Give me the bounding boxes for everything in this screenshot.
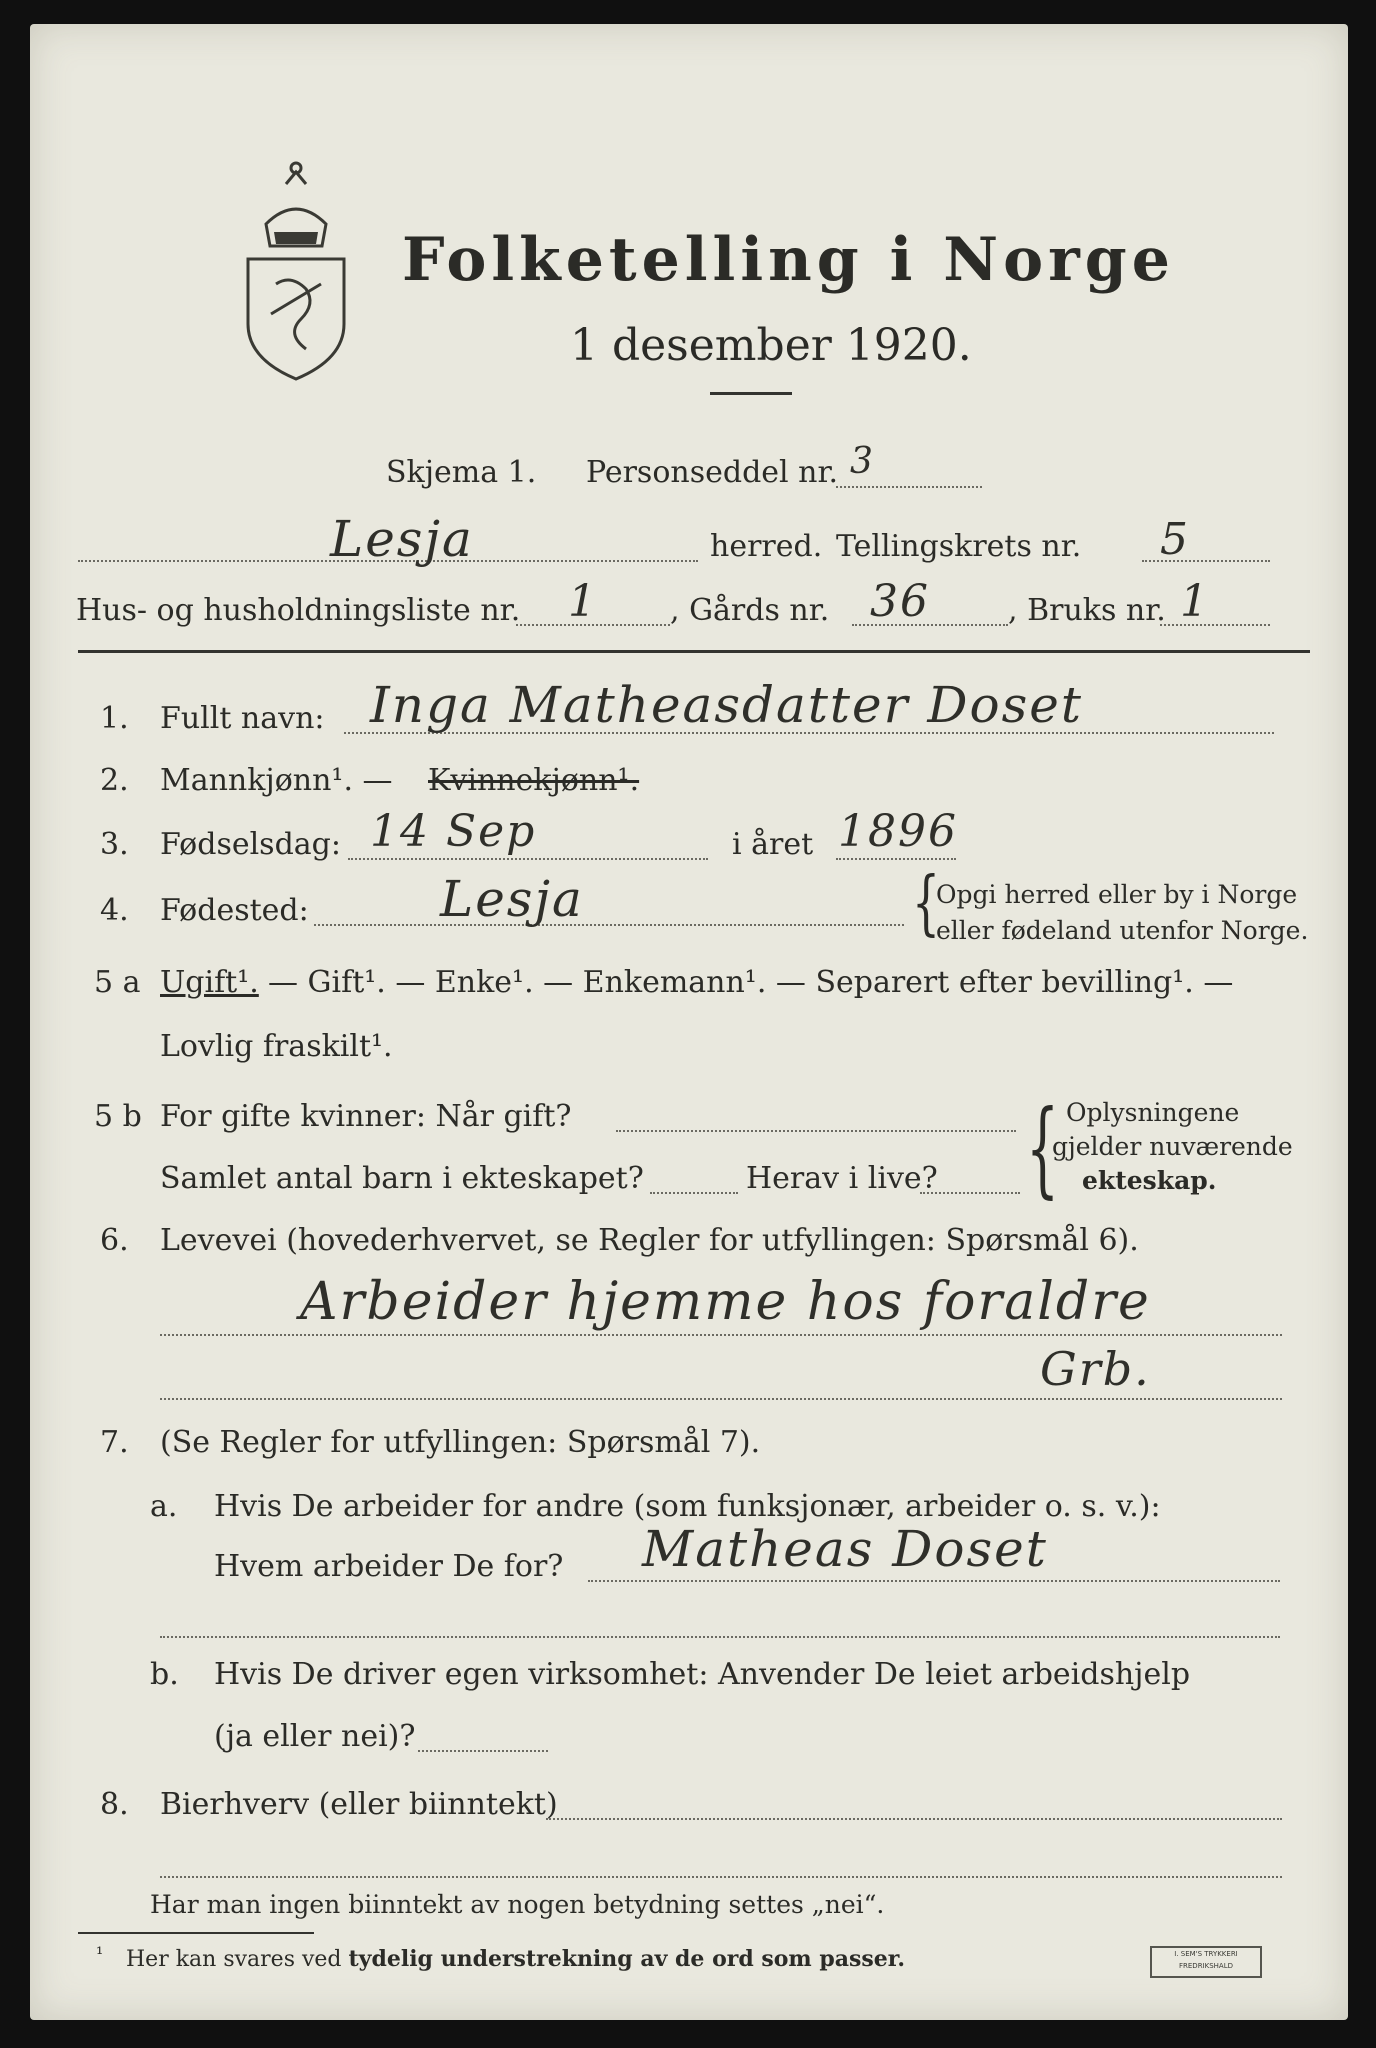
- birthplace-note-2: eller fødeland utenfor Norge.: [936, 916, 1309, 945]
- personseddel-label: Personseddel nr.: [586, 455, 839, 490]
- birthday-line: [348, 858, 708, 860]
- occupation-line-1: [160, 1334, 1282, 1336]
- occupation-value-1[interactable]: Arbeider hjemme hos foraldre: [300, 1272, 1151, 1332]
- form-title: Folketelling i Norge: [402, 225, 1175, 295]
- footnote-mark: ¹: [96, 1944, 104, 1965]
- children-alive-line: [920, 1192, 1020, 1194]
- birth-year-value[interactable]: 1896: [838, 806, 958, 857]
- q7-label: (Se Regler for utfyllingen: Spørsmål 7).: [160, 1425, 761, 1460]
- husliste-label: Hus- og husholdningsliste nr.: [76, 593, 521, 628]
- q8-number: 8.: [100, 1787, 129, 1822]
- birthplace-value[interactable]: Lesja: [440, 870, 584, 928]
- herred-value[interactable]: Lesja: [330, 510, 474, 568]
- employer-label: Hvem arbeider De for?: [214, 1549, 564, 1584]
- bruks-value[interactable]: 1: [1180, 576, 1210, 627]
- full-name-value[interactable]: Inga Matheasdatter Doset: [370, 676, 1083, 734]
- herred-label: herred.: [710, 529, 823, 564]
- coat-of-arms-icon: [236, 154, 356, 384]
- employer-line: [588, 1580, 1280, 1582]
- q5b-brace: {: [1026, 1090, 1060, 1210]
- male-option[interactable]: Mannkjønn¹. —: [160, 763, 393, 798]
- employer-line-2: [160, 1636, 1280, 1638]
- occupation-line-2: [160, 1398, 1282, 1400]
- q1-number: 1.: [100, 701, 129, 736]
- when-married-line: [616, 1130, 1016, 1132]
- q2-number: 2.: [100, 763, 129, 798]
- q7a-letter: a.: [150, 1489, 178, 1524]
- side-income-note: Har man ingen biinntekt av nogen betydning settes „nei“.: [150, 1890, 885, 1919]
- side-income-line: [546, 1818, 1282, 1820]
- personseddel-line: [836, 486, 982, 488]
- fraskilt-option[interactable]: Lovlig fraskilt¹.: [160, 1029, 393, 1064]
- q5b-note-3: ekteskap.: [1082, 1166, 1217, 1195]
- q7b-letter: b.: [150, 1657, 179, 1692]
- side-income-line-2: [160, 1876, 1282, 1878]
- q4-label: Fødested:: [160, 893, 309, 928]
- header-divider: [78, 650, 1310, 653]
- printer-stamp: I. SEM'S TRYKKERI FREDRIKSHALD: [1150, 1946, 1262, 1978]
- skjema-label: Skjema 1.: [386, 455, 537, 490]
- ugift-option[interactable]: Ugift¹.: [160, 965, 259, 1000]
- children-alive-label: Herav i live?: [746, 1161, 938, 1196]
- marital-status-options[interactable]: — Gift¹. — Enke¹. — Enkemann¹. — Separert efter bevilling¹. —: [268, 965, 1234, 1000]
- bruks-line: [1160, 624, 1270, 626]
- title-divider: [710, 392, 792, 395]
- children-total-line: [650, 1192, 738, 1194]
- q5b-number: 5 b: [94, 1099, 142, 1134]
- personseddel-value[interactable]: 3: [850, 441, 875, 482]
- birthplace-line: [314, 924, 904, 926]
- hired-help-label: (ja eller nei)?: [214, 1719, 416, 1754]
- year-label: i året: [732, 827, 814, 862]
- census-form-page: [30, 24, 1348, 2020]
- female-option[interactable]: Kvinnekjønn¹.: [428, 763, 640, 798]
- gards-value[interactable]: 36: [870, 576, 930, 627]
- q5b-when-married-label: For gifte kvinner: Når gift?: [160, 1099, 572, 1134]
- bruks-label: , Bruks nr.: [1008, 593, 1166, 628]
- birthday-value[interactable]: 14 Sep: [370, 806, 537, 857]
- q8-label: Bierhverv (eller biinntekt): [160, 1787, 558, 1822]
- q7a-question: Hvis De arbeider for andre (som funksjonær, arbeider o. s. v.):: [214, 1489, 1161, 1524]
- q3-number: 3.: [100, 827, 129, 862]
- q4-number: 4.: [100, 893, 129, 928]
- employer-value[interactable]: Matheas Doset: [642, 1520, 1048, 1578]
- children-total-label: Samlet antal barn i ekteskapet?: [160, 1161, 644, 1196]
- hired-help-line: [418, 1750, 548, 1752]
- footnote-divider: [78, 1932, 314, 1934]
- q5a-number: 5 a: [94, 965, 141, 1000]
- q7-number: 7.: [100, 1425, 129, 1460]
- q4-brace: {: [912, 862, 940, 944]
- footnote-text: Her kan svares ved tydelig understrekning av de ord som passer.: [126, 1946, 906, 1972]
- husliste-value[interactable]: 1: [568, 576, 598, 627]
- tellingskrets-value[interactable]: 5: [1160, 514, 1190, 565]
- q7b-question: Hvis De driver egen virksomhet: Anvender De leiet arbeidshjelp: [214, 1657, 1191, 1692]
- q5b-note-1: Oplysningene: [1066, 1098, 1240, 1127]
- tellingskrets-label: Tellingskrets nr.: [836, 529, 1082, 564]
- occupation-value-2[interactable]: Grb.: [1040, 1342, 1151, 1396]
- year-line: [836, 858, 956, 860]
- q1-label: Fullt navn:: [160, 701, 325, 736]
- q3-label: Fødselsdag:: [160, 827, 341, 862]
- q6-label: Levevei (hovederhvervet, se Regler for utfyllingen: Spørsmål 6).: [160, 1223, 1139, 1258]
- q6-number: 6.: [100, 1223, 129, 1258]
- census-date: 1 desember 1920.: [570, 320, 972, 371]
- gards-label: , Gårds nr.: [670, 593, 830, 628]
- q5b-note-2: gjelder nuværende: [1052, 1132, 1293, 1161]
- birthplace-note-1: Opgi herred eller by i Norge: [936, 880, 1298, 909]
